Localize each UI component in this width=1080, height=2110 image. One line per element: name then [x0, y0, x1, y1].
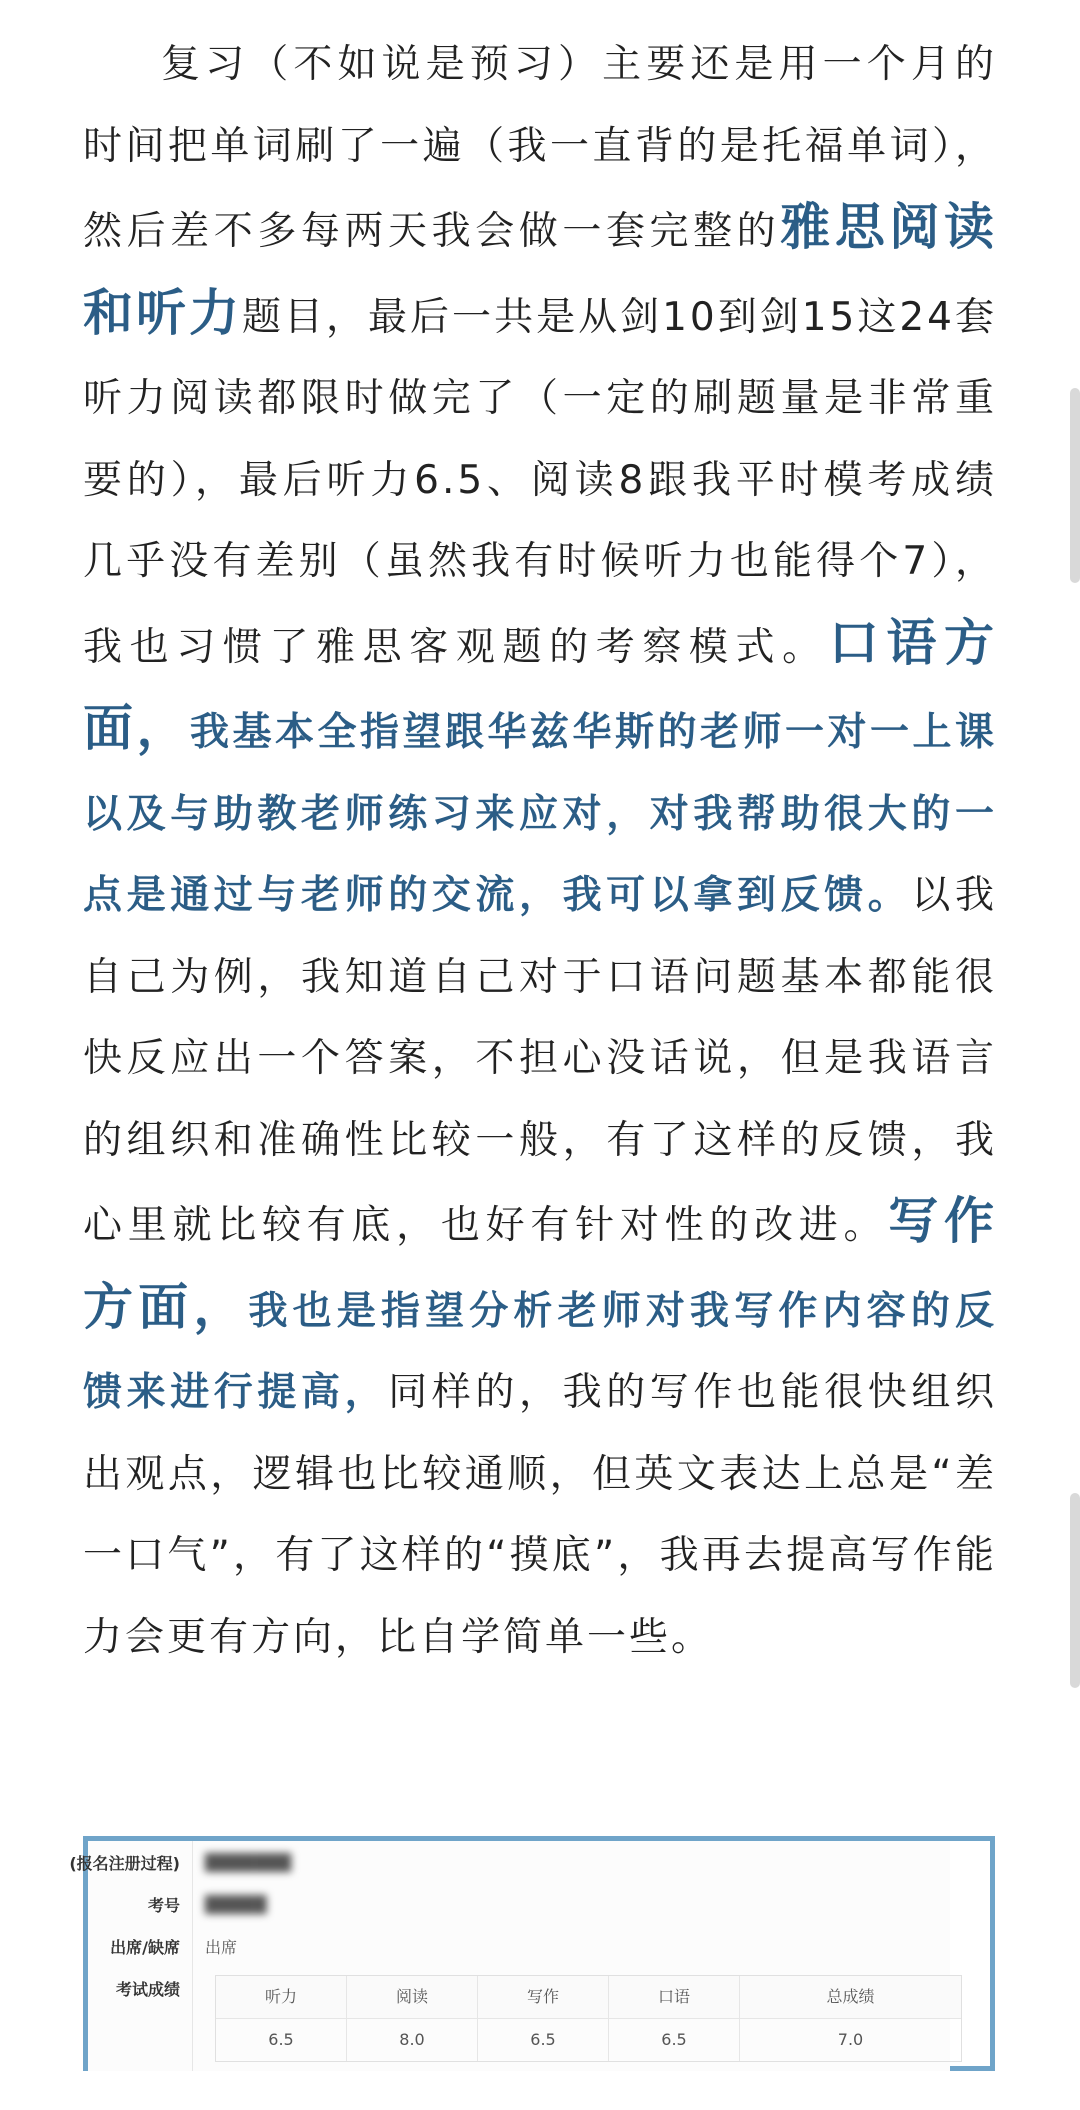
score-row-registration	[69, 1841, 950, 1884]
score-table	[215, 1975, 962, 2062]
row-value-blurred: █████	[205, 1894, 267, 1914]
score-reading: 8.0	[347, 2019, 478, 2061]
score-speaking: 6.5	[609, 2019, 740, 2061]
score-overall: 7.0	[837, 2030, 864, 2049]
score-report-image	[69, 1836, 995, 2071]
highlight-speaking-heading: 口语方面，	[83, 613, 997, 757]
text-run: 复习（不如说是预习）主要还是用一个月的时间把单词刷了一遍（我一直背的是托福单词），然后差不多每两天我会做一套完整的	[83, 42, 997, 254]
score-row-attendance	[88, 1925, 950, 1968]
header-listening: 听力	[216, 1976, 347, 2018]
score-listening: 6.5	[216, 2019, 347, 2061]
header-reading: 阅读	[347, 1976, 478, 2018]
row-value: 出席	[205, 1937, 238, 1957]
highlight-writing-heading: 写作方面，	[83, 1192, 997, 1336]
text-run: 以我自己为例，我知道自己对于口语问题基本都能很快反应出一个答案，不担心没话说，但是我语言的组织和准确性比较一般，有了这样的反馈，我心里就比较有底，也好有针对性的改进。	[83, 873, 997, 1248]
article-body	[83, 24, 997, 1678]
row-label: 出席/缺席	[88, 1925, 193, 1967]
score-table-header	[216, 1976, 961, 2019]
highlight-writing-text: 我也是指望分析老师对我写作内容的反馈来进行提高，	[83, 1288, 997, 1415]
scrollbar-thumb-lower[interactable]	[1070, 1493, 1080, 1688]
scrollbar-thumb-upper[interactable]	[1070, 388, 1080, 583]
row-value-blurred: ███████	[205, 1852, 292, 1872]
header-speaking: 口语	[609, 1976, 740, 2018]
row-label: 考号	[88, 1883, 193, 1925]
score-row-candidate-number	[88, 1883, 950, 1926]
row-label: 考试成绩	[88, 1967, 193, 2071]
highlight-ielts-reading-listening: 雅思阅读和听力	[83, 198, 997, 342]
score-table-values	[216, 2019, 961, 2061]
text-run: 题目，最后一共是从剑10到剑15这24套听力阅读都限时做完了（一定的刷题量是非常重要的），最后听力6.5、阅读8跟我平时模考成绩几乎没有差别（虽然我有时候听力也能得个7），我也习惯了雅思客观题的考察模式。	[83, 294, 998, 670]
score-writing: 6.5	[478, 2019, 609, 2061]
article-paragraph	[83, 24, 997, 1678]
row-label: (报名注册过程)	[88, 1841, 193, 1883]
highlight-speaking-text: 我基本全指望跟华兹华斯的老师一对一上课以及与助教老师练习来应对，对我帮助很大的一点是通过与老师的交流，我可以拿到反馈。	[83, 710, 997, 918]
header-writing: 写作	[478, 1976, 609, 2018]
text-run: 同样的，我的写作也能很快组织出观点，逻辑也比较通顺，但英文表达上总是“差一口气”，有了这样的“摸底”，我再去提高写作能力会更有方向，比自学简单一些。	[83, 1370, 997, 1660]
header-overall: 总成绩	[826, 1987, 875, 2006]
